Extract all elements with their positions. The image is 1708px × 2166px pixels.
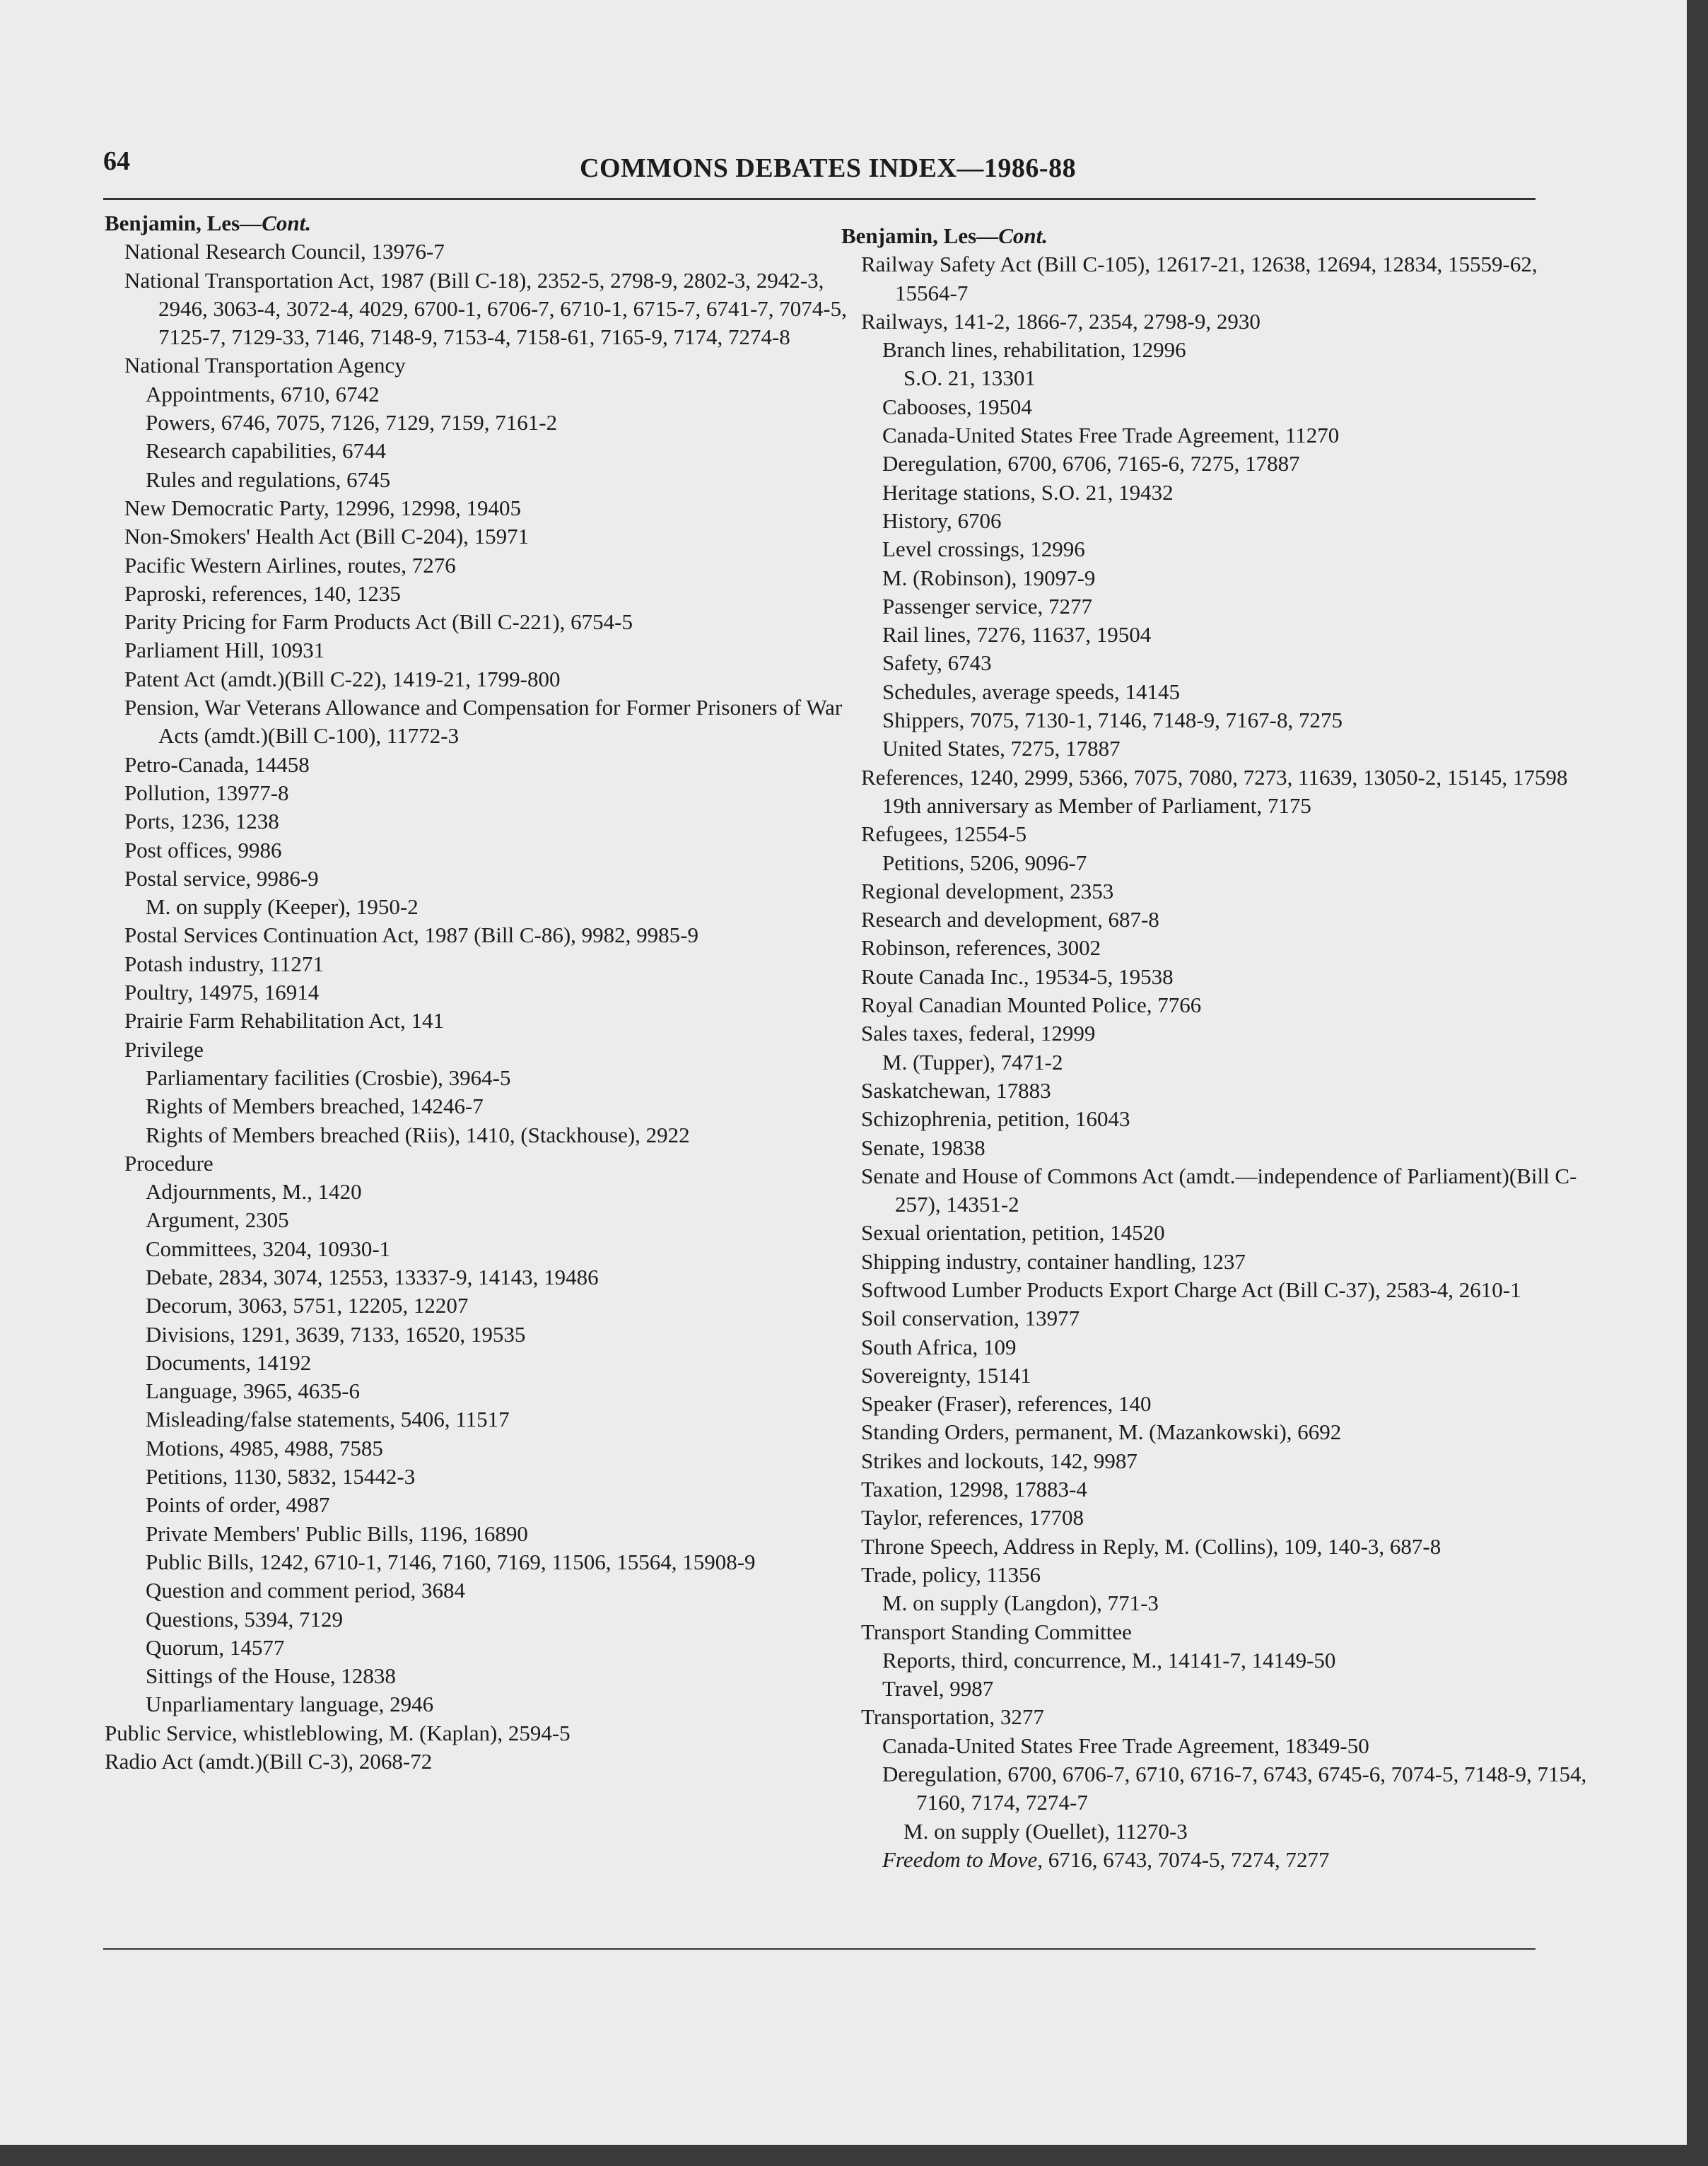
entry-text: Route Canada Inc., 19534-5, 19538 (861, 964, 1174, 989)
entry-text: Post offices, 9986 (124, 837, 282, 862)
index-entry (882, 421, 1591, 450)
index-entry (146, 1121, 854, 1149)
index-entry (124, 978, 854, 1007)
left-entries (105, 238, 854, 1776)
entry-text: Decorum, 3063, 5751, 12205, 12207 (146, 1293, 469, 1318)
entry-text: Petitions, 5206, 9096-7 (882, 850, 1087, 875)
index-entry (882, 450, 1591, 478)
index-entry (105, 1719, 854, 1748)
index-entry (861, 963, 1591, 991)
index-entry (882, 849, 1591, 877)
entry-text: Taylor, references, 17708 (861, 1505, 1084, 1530)
entry-text: Parliament Hill, 10931 (124, 638, 325, 663)
index-entry (882, 336, 1591, 364)
index-entry (146, 1634, 854, 1662)
index-entry (882, 1732, 1591, 1760)
entry-text: Questions, 5394, 7129 (146, 1606, 343, 1632)
index-entry (146, 1605, 854, 1634)
entry-text: 6716, 6743, 7074-5, 7274, 7277 (1042, 1846, 1330, 1872)
entry-text: Railway Safety Act (Bill C-105), 12617-21, 12638, 12694, 12834, 15559-62, 15564-7 (861, 252, 1538, 305)
entry-text: Committees, 3204, 10930-1 (146, 1236, 391, 1261)
entry-text: Postal service, 9986-9 (124, 865, 319, 891)
entry-text: Potash industry, 11271 (124, 951, 324, 976)
index-entry (124, 921, 854, 949)
index-entry (861, 1134, 1591, 1162)
entry-text: Question and comment period, 3684 (146, 1578, 465, 1603)
entry-text: Deregulation, 6700, 6706-7, 6710, 6716-7, 6743, 6745-6, 7074-5, 7148-9, 7154, 7160, 7174, 7274-7 (882, 1762, 1587, 1815)
index-entry (124, 779, 854, 807)
index-entry (861, 1276, 1591, 1304)
entry-text: Privilege (124, 1036, 204, 1062)
entry-text: Paproski, references, 140, 1235 (124, 580, 401, 606)
entry-text: M. on supply (Ouellet), 11270-3 (903, 1818, 1188, 1844)
index-entry (882, 592, 1591, 621)
entry-text: Unparliamentary language, 2946 (146, 1692, 434, 1717)
entry-text: Petro-Canada, 14458 (124, 751, 310, 777)
index-entry (146, 1235, 854, 1263)
index-entry (146, 1321, 854, 1349)
entry-text: Pacific Western Airlines, routes, 7276 (124, 552, 456, 578)
index-entry (882, 1646, 1591, 1675)
entry-text: Trade, policy, 11356 (861, 1562, 1041, 1587)
entry-text: Saskatchewan, 17883 (861, 1077, 1051, 1103)
entry-text: Debate, 2834, 3074, 12553, 13337-9, 14143, 19486 (146, 1264, 599, 1289)
entry-italic-title: Freedom to Move, (882, 1846, 1043, 1872)
index-entry (146, 893, 854, 921)
entry-text: Senate and House of Commons Act (amdt.—independence of Parliament)(Bill C-257), 14351-2 (861, 1163, 1577, 1217)
index-entry (124, 1149, 854, 1178)
entry-text: Petitions, 1130, 5832, 15442-3 (146, 1464, 416, 1489)
index-entry (861, 1105, 1591, 1133)
entry-text: National Transportation Agency (124, 353, 406, 378)
index-entry (861, 877, 1591, 906)
entry-text: Parity Pricing for Farm Products Act (Bill C-221), 6754-5 (124, 609, 633, 635)
index-entry (146, 1349, 854, 1377)
entry-text: Pollution, 13977-8 (124, 780, 289, 805)
entry-text: United States, 7275, 17887 (882, 736, 1121, 761)
index-entry (146, 1662, 854, 1690)
index-entry (861, 1618, 1591, 1646)
entry-text: Sales taxes, federal, 12999 (861, 1021, 1096, 1046)
entry-text: Non-Smokers' Health Act (Bill C-204), 15971 (124, 524, 530, 549)
page-number: 64 (103, 146, 130, 176)
index-entry (882, 649, 1591, 677)
entry-text: Passenger service, 7277 (882, 593, 1092, 619)
index-entry (861, 991, 1591, 1019)
entry-text: Schedules, average speeds, 14145 (882, 679, 1180, 704)
entry-text: Misleading/false statements, 5406, 11517 (146, 1407, 510, 1432)
index-entry (105, 1748, 854, 1776)
entry-text: 19th anniversary as Member of Parliament, 7175 (882, 792, 1311, 818)
entry-text: Rights of Members breached (Riis), 1410, (Stackhouse), 2922 (146, 1122, 690, 1147)
entry-text: Appointments, 6710, 6742 (146, 381, 380, 406)
index-entry (861, 1219, 1591, 1247)
index-entry (861, 1418, 1591, 1446)
index-entry (124, 751, 854, 779)
index-entry (146, 1690, 854, 1719)
heading-cont: Cont. (262, 211, 311, 235)
index-entry (146, 1292, 854, 1320)
index-entry (146, 380, 854, 409)
index-entry (861, 1077, 1591, 1105)
index-entry (882, 706, 1591, 734)
index-entry (861, 308, 1591, 336)
entry-text: Ports, 1236, 1238 (124, 809, 279, 834)
index-entry (882, 792, 1591, 820)
entry-text: Public Service, whistleblowing, M. (Kaplan), 2594-5 (105, 1720, 571, 1745)
index-entry (124, 1036, 854, 1064)
entry-text: New Democratic Party, 12996, 12998, 19405 (124, 495, 522, 520)
index-entry (882, 1675, 1591, 1703)
entry-text: Branch lines, rehabilitation, 12996 (882, 337, 1186, 363)
index-entry (124, 608, 854, 636)
right-column (841, 222, 1591, 1874)
index-entry (124, 665, 854, 693)
entry-text: Robinson, references, 3002 (861, 935, 1101, 961)
entry-text: Shipping industry, container handling, 1237 (861, 1248, 1246, 1274)
entry-text: South Africa, 109 (861, 1334, 1017, 1359)
entry-text: Postal Services Continuation Act, 1987 (Bill C-86), 9982, 9985-9 (124, 923, 698, 948)
entry-text: Senate, 19838 (861, 1135, 985, 1160)
index-entry (146, 1206, 854, 1234)
entry-text: Deregulation, 6700, 6706, 7165-6, 7275, 17887 (882, 451, 1300, 476)
index-entry (861, 1248, 1591, 1276)
index-entry (146, 1092, 854, 1120)
index-entry (124, 950, 854, 978)
entry-text: Softwood Lumber Products Export Charge Act (Bill C-37), 2583-4, 2610-1 (861, 1277, 1521, 1302)
index-entry (882, 393, 1591, 421)
entry-text: Patent Act (amdt.)(Bill C-22), 1419-21, 1799-800 (124, 666, 561, 691)
entry-text: Transportation, 3277 (861, 1704, 1044, 1730)
entry-text: Rules and regulations, 6745 (146, 467, 391, 492)
entry-text: Prairie Farm Rehabilitation Act, 141 (124, 1008, 444, 1034)
left-column (105, 209, 854, 1776)
index-entry (861, 934, 1591, 962)
entry-text: Heritage stations, S.O. 21, 19432 (882, 479, 1174, 505)
index-entry (124, 807, 854, 836)
entry-text: Quorum, 14577 (146, 1634, 285, 1660)
heading-name: Benjamin, Les— (105, 211, 262, 235)
index-entry (861, 1162, 1591, 1219)
entry-text: Powers, 6746, 7075, 7126, 7129, 7159, 7161-2 (146, 410, 558, 435)
index-entry (861, 820, 1591, 848)
index-entry (882, 1760, 1591, 1817)
heading-cont: Cont. (998, 223, 1048, 248)
entry-text: Schizophrenia, petition, 16043 (861, 1106, 1130, 1132)
index-entry (861, 1304, 1591, 1333)
entry-text: History, 6706 (882, 508, 1002, 533)
entry-text: Divisions, 1291, 3639, 7133, 16520, 19535 (146, 1321, 526, 1347)
index-entry (861, 1561, 1591, 1589)
index-entry (146, 1377, 854, 1405)
entry-text: M. (Robinson), 19097-9 (882, 565, 1096, 590)
index-entry (882, 734, 1591, 763)
entry-text: National Transportation Act, 1987 (Bill C-18), 2352-5, 2798-9, 2802-3, 2942-3, 2946, 3063-4, 3072-4, 4029, 6700-1, 6706-7, 6710-1, 6715-7, 6741-7, 7074-5, 7125-7, 7129-33, 7146, 7148-9, 7153-4, 7158-61, 7165-9, 7174, 7274-8 (124, 267, 847, 350)
entry-text: Public Bills, 1242, 6710-1, 7146, 7160, 7169, 11506, 15564, 15908-9 (146, 1549, 756, 1574)
entry-text: M. on supply (Langdon), 771-3 (882, 1591, 1159, 1616)
column-heading (105, 209, 854, 238)
index-entry (124, 494, 854, 522)
entry-text: Rail lines, 7276, 11637, 19504 (882, 622, 1152, 648)
entry-text: Speaker (Fraser), references, 140 (861, 1391, 1152, 1417)
index-entry (146, 1064, 854, 1092)
entry-text: Sexual orientation, petition, 14520 (861, 1220, 1165, 1246)
index-entry (124, 267, 854, 352)
entry-text: Royal Canadian Mounted Police, 7766 (861, 993, 1202, 1018)
entry-text: Standing Orders, permanent, M. (Mazankowski), 6692 (861, 1419, 1342, 1445)
index-entry (861, 763, 1591, 792)
entry-text: Procedure (124, 1150, 214, 1176)
entry-text: Soil conservation, 13977 (861, 1306, 1080, 1331)
entry-text: Reports, third, concurrence, M., 14141-7, 14149-50 (882, 1647, 1336, 1673)
entry-text: National Research Council, 13976-7 (124, 239, 445, 264)
index-entry (124, 636, 854, 665)
index-entry (124, 1007, 854, 1035)
index-entry (861, 906, 1591, 934)
footer-rule (103, 1948, 1536, 1950)
index-entry (124, 836, 854, 865)
index-entry (882, 535, 1591, 563)
index-entry (146, 1463, 854, 1491)
index-entry (146, 1548, 854, 1576)
index-entry (882, 1589, 1591, 1617)
entry-text: Private Members' Public Bills, 1196, 16890 (146, 1521, 528, 1546)
entry-text: Strikes and lockouts, 142, 9987 (861, 1448, 1137, 1473)
index-entry (882, 1846, 1591, 1874)
index-entry (124, 865, 854, 893)
index-entry (861, 1504, 1591, 1532)
index-entry (146, 1434, 854, 1463)
entry-text: Safety, 6743 (882, 650, 992, 676)
entry-text: Cabooses, 19504 (882, 394, 1032, 419)
entry-text: Radio Act (amdt.)(Bill C-3), 2068-72 (105, 1749, 433, 1774)
index-entry (861, 1475, 1591, 1504)
entry-text: Research capabilities, 6744 (146, 438, 387, 464)
entry-text: Regional development, 2353 (861, 878, 1114, 903)
index-entry (861, 1390, 1591, 1418)
index-entry (146, 1263, 854, 1292)
index-entry (146, 437, 854, 465)
entry-text: M. on supply (Keeper), 1950-2 (146, 894, 419, 920)
index-entry (861, 1019, 1591, 1048)
entry-text: Refugees, 12554-5 (861, 821, 1027, 847)
header-rule (103, 198, 1536, 200)
index-entry (146, 466, 854, 494)
running-title: COMMONS DEBATES INDEX—1986-88 (580, 153, 1077, 183)
index-entry (146, 1491, 854, 1519)
entry-text: Shippers, 7075, 7130-1, 7146, 7148-9, 7167-8, 7275 (882, 708, 1343, 733)
index-entry (882, 479, 1591, 507)
index-entry (861, 1333, 1591, 1362)
entry-text: Canada-United States Free Trade Agreement, 11270 (882, 423, 1340, 448)
index-entry (124, 580, 854, 608)
index-entry (861, 1362, 1591, 1390)
index-entry (124, 522, 854, 551)
index-entry (882, 678, 1591, 706)
entry-text: Motions, 4985, 4988, 7585 (146, 1435, 383, 1460)
index-entry (124, 351, 854, 380)
index-entry (124, 693, 854, 751)
entry-text: Research and development, 687-8 (861, 907, 1159, 932)
entry-text: Rights of Members breached, 14246-7 (146, 1094, 484, 1119)
entry-text: M. (Tupper), 7471-2 (882, 1049, 1063, 1075)
index-entry (124, 551, 854, 580)
entry-text: Argument, 2305 (146, 1207, 289, 1233)
page-header (103, 139, 1533, 195)
entry-text: Sittings of the House, 12838 (146, 1663, 396, 1689)
entry-text: Level crossings, 12996 (882, 537, 1085, 562)
index-entry (124, 238, 854, 266)
index-entry (882, 1048, 1591, 1077)
index-entry (882, 507, 1591, 535)
entry-text: Sovereignty, 15141 (861, 1362, 1031, 1388)
right-entries (841, 250, 1591, 1874)
entry-text: Adjournments, M., 1420 (146, 1179, 362, 1205)
index-entry (861, 250, 1591, 308)
entry-text: Poultry, 14975, 16914 (124, 980, 320, 1005)
entry-text: Railways, 141-2, 1866-7, 2354, 2798-9, 2930 (861, 308, 1260, 334)
entry-text: Language, 3965, 4635-6 (146, 1378, 361, 1404)
index-entry (146, 1405, 854, 1434)
index-entry (146, 1178, 854, 1206)
entry-text: Points of order, 4987 (146, 1492, 330, 1518)
index-entry (861, 1447, 1591, 1475)
index-entry (882, 621, 1591, 649)
column-heading (841, 222, 1591, 250)
index-entry (903, 1817, 1591, 1846)
index-entry (882, 564, 1591, 592)
entry-text: Throne Speech, Address in Reply, M. (Collins), 109, 140-3, 687-8 (861, 1533, 1441, 1559)
index-entry (903, 364, 1591, 392)
entry-text: Transport Standing Committee (861, 1619, 1132, 1644)
entry-text: References, 1240, 2999, 5366, 7075, 7080, 7273, 11639, 13050-2, 15145, 17598 (861, 764, 1568, 790)
entry-text: Pension, War Veterans Allowance and Compensation for Former Prisoners of War Acts (amdt.)(Bill C-100), 11772-3 (124, 695, 843, 749)
index-entry (146, 1576, 854, 1605)
entry-text: Parliamentary facilities (Crosbie), 3964-5 (146, 1065, 511, 1090)
index-entry (861, 1703, 1591, 1731)
heading-name: Benjamin, Les— (841, 223, 999, 248)
entry-text: Taxation, 12998, 17883-4 (861, 1477, 1087, 1502)
entry-text: S.O. 21, 13301 (903, 365, 1036, 391)
index-entry (861, 1533, 1591, 1561)
index-entry (146, 1520, 854, 1548)
entry-text: Documents, 14192 (146, 1350, 312, 1375)
entry-text: Travel, 9987 (882, 1676, 994, 1702)
index-entry (146, 409, 854, 437)
entry-text: Canada-United States Free Trade Agreement, 18349-50 (882, 1733, 1369, 1758)
